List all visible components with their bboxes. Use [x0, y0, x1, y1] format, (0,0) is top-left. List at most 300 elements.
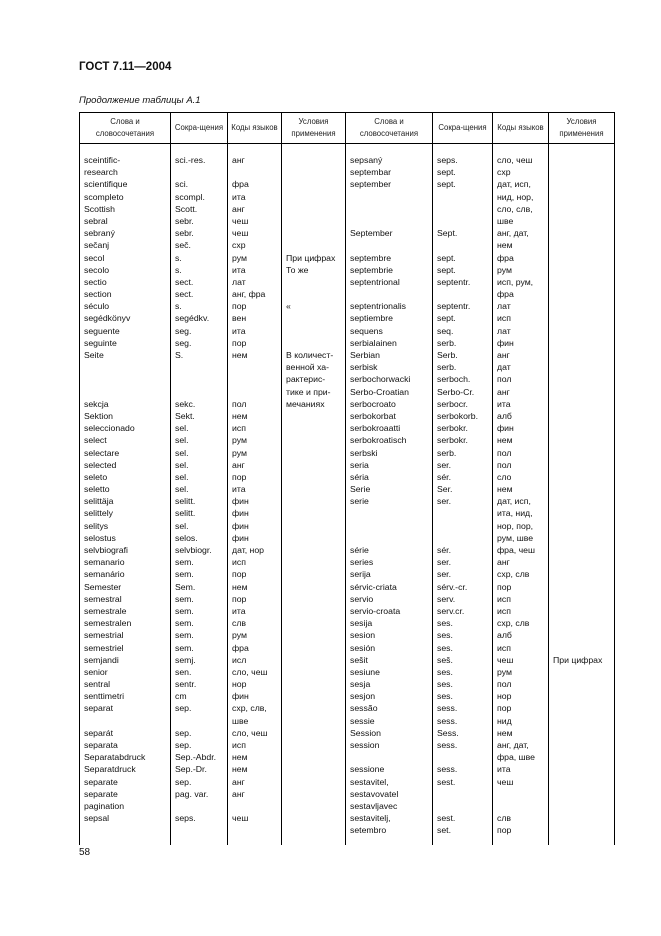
- table-cell: semestralen: [84, 618, 132, 629]
- table-cell: segédkönyv: [84, 313, 131, 324]
- column-abbr-right: [433, 144, 493, 845]
- table-cell: лат: [497, 301, 511, 312]
- table-cell: ита: [497, 398, 511, 409]
- header-words-right: Слова и словосочетания: [346, 113, 433, 144]
- table-cell: septentrionalis: [350, 301, 407, 312]
- table-cell: semanario: [84, 557, 125, 568]
- table-cell: [282, 593, 345, 605]
- table-cell: sestavitel,: [350, 776, 389, 787]
- table-cell: [80, 373, 170, 385]
- table-cell: фин: [497, 423, 514, 434]
- table-cell: senttimetri: [84, 691, 125, 702]
- table-cell: лат: [232, 276, 246, 287]
- table-cell: [228, 166, 281, 178]
- table-cell: [549, 568, 614, 580]
- table-cell: схр: [497, 167, 511, 178]
- table-cell: [549, 824, 614, 836]
- table-cell: [549, 617, 614, 629]
- table-cell: ита: [232, 191, 246, 202]
- table-cell: пор: [497, 825, 512, 836]
- table-cell: [549, 434, 614, 446]
- table-cell: нем: [232, 764, 248, 775]
- table-cell: дат: [497, 362, 511, 373]
- table-cell: [433, 239, 492, 251]
- table-cell: servio-croata: [350, 605, 401, 616]
- table-cell: sest.: [437, 776, 456, 787]
- table-cell: [549, 459, 614, 471]
- table-cell: анг, фра: [232, 289, 266, 300]
- table-cell: [282, 191, 345, 203]
- table-cell: [282, 800, 345, 812]
- table-cell: secolo: [84, 264, 110, 275]
- table-cell: [549, 702, 614, 714]
- table-cell: [549, 593, 614, 605]
- table-cell: sequens: [350, 325, 383, 336]
- table-cell: serbokr.: [437, 423, 468, 434]
- table-cell: Separatdruck: [84, 764, 136, 775]
- table-cell: нор, пор,: [497, 520, 534, 531]
- table-cell: исп: [497, 605, 511, 616]
- table-cell: Semester: [84, 581, 122, 592]
- table-cell: sér.: [437, 471, 452, 482]
- header-words-left: Слова и словосочетания: [80, 113, 171, 144]
- table-cell: [549, 312, 614, 324]
- table-cell: [346, 288, 432, 300]
- table-cell: алб: [497, 630, 512, 641]
- table-cell: septentrional: [350, 276, 400, 287]
- table-cell: ита: [232, 264, 246, 275]
- table-cell: serbokorb.: [437, 410, 479, 421]
- table-cell: нем: [497, 435, 513, 446]
- table-cell: seš.: [437, 654, 453, 665]
- table-cell: сло: [497, 471, 512, 482]
- table-cell: [433, 203, 492, 215]
- table-cell: sel.: [175, 459, 189, 470]
- table-cell: seg.: [175, 325, 192, 336]
- table-cell: selvbiogr.: [175, 545, 212, 555]
- table-cell: [282, 471, 345, 483]
- table-cell: sep.: [175, 740, 192, 750]
- table-cell: [549, 812, 614, 824]
- table-cell: фин: [232, 520, 249, 531]
- table-cell: sesiune: [350, 666, 380, 677]
- table-cell: sebr.: [175, 215, 194, 226]
- table-cell: ses.: [437, 679, 453, 690]
- table-cell: нем: [232, 350, 248, 360]
- table-cell: [549, 751, 614, 763]
- table-cell: sel.: [175, 435, 189, 446]
- table-cell: [549, 166, 614, 178]
- table-cell: sep.: [175, 776, 192, 787]
- table-cell: sel.: [175, 447, 189, 458]
- table-cell: рум: [232, 435, 247, 446]
- table-cell: servio: [350, 593, 374, 604]
- table-cell: рум, шве: [497, 532, 534, 543]
- table-cell: фра, шве: [497, 752, 535, 763]
- table-cell: дат, нор: [232, 545, 265, 555]
- column-words-left: [80, 144, 171, 845]
- table-cell: [433, 788, 492, 800]
- table-cell: sestavitelj,: [350, 813, 391, 824]
- table-cell: [282, 495, 345, 507]
- table-cell: дат, исп,: [497, 496, 531, 507]
- table-cell: separata: [84, 740, 118, 750]
- table-cell: [433, 288, 492, 300]
- table-cell: пол: [497, 679, 512, 690]
- table-cell: [171, 800, 227, 812]
- table-cell: нем: [497, 727, 513, 738]
- table-cell: serbokorbat: [350, 410, 396, 421]
- table-cell: шве: [232, 715, 249, 726]
- table-cell: setembro: [350, 825, 387, 836]
- column-conditions-left: [282, 144, 346, 845]
- table-cell: serbochorwacki: [350, 374, 411, 385]
- table-cell: serboch.: [437, 374, 471, 385]
- table-cell: Sess.: [437, 727, 459, 738]
- table-cell: нор: [232, 679, 247, 690]
- table-cell: sepsal: [84, 813, 110, 824]
- table-cell: фин: [232, 532, 249, 543]
- table-cell: нем: [232, 410, 248, 421]
- table-cell: [549, 507, 614, 519]
- table-cell: рум: [232, 252, 247, 263]
- table-cell: Separatabdruck: [84, 752, 146, 763]
- table-cell: semanário: [84, 569, 125, 580]
- table-cell: serb.: [437, 337, 457, 348]
- table-cell: вен: [232, 313, 247, 324]
- table-cell: [549, 349, 614, 361]
- table-cell: анг: [232, 203, 245, 214]
- table-cell: нор: [497, 691, 512, 702]
- table-cell: ses.: [437, 630, 453, 641]
- table-cell: sekcja: [84, 398, 109, 409]
- table-cell: ита: [232, 484, 246, 495]
- table-cell: [493, 800, 548, 812]
- table-cell: анг: [232, 788, 245, 799]
- table-cell: [80, 386, 170, 398]
- table-cell: [549, 690, 614, 702]
- table-cell: исп: [232, 740, 246, 750]
- table-cell: исп: [497, 313, 511, 324]
- table-cell: sesija: [350, 618, 373, 629]
- table-cell: select: [84, 435, 107, 446]
- table-cell: [282, 447, 345, 459]
- table-cell: septembar: [350, 167, 392, 178]
- table-cell: seps.: [175, 813, 196, 824]
- table-cell: [549, 788, 614, 800]
- table-cell: séria: [350, 471, 369, 482]
- table-cell: [282, 312, 345, 324]
- table-cell: Scottish: [84, 203, 115, 214]
- table-cell: sel.: [175, 423, 189, 434]
- table-cell: [282, 751, 345, 763]
- table-cell: рум: [232, 447, 247, 458]
- table-cell: [433, 507, 492, 519]
- table-cell: [549, 410, 614, 422]
- table-cell: [282, 788, 345, 800]
- table-cell: [549, 727, 614, 739]
- table-body-row: [80, 144, 615, 845]
- table-cell: ses.: [437, 642, 453, 653]
- table-cell: sept.: [437, 264, 456, 275]
- table-cell: sessione: [350, 764, 385, 775]
- table-cell: [433, 800, 492, 812]
- table-cell: чеш: [232, 215, 249, 226]
- table-cell: тике и при-: [286, 386, 331, 397]
- table-cell: s.: [175, 301, 182, 312]
- table-cell: September: [350, 228, 393, 239]
- table-cell: serbokr.: [437, 435, 468, 446]
- table-cell: [282, 556, 345, 568]
- table-cell: sel.: [175, 471, 189, 482]
- table-cell: ита: [232, 325, 246, 336]
- table-cell: S.: [175, 350, 184, 360]
- table-cell: То же: [286, 264, 309, 275]
- table-cell: sess.: [437, 764, 458, 775]
- table-cell: sesja: [350, 679, 371, 690]
- table-cell: semestral: [84, 593, 122, 604]
- table-cell: фра: [497, 289, 514, 300]
- abbreviations-table: [79, 112, 615, 845]
- table-cell: [549, 288, 614, 300]
- table-cell: [549, 373, 614, 385]
- table-cell: [433, 520, 492, 532]
- table-cell: [282, 776, 345, 788]
- table-cell: sel.: [175, 484, 189, 495]
- table-cell: selvbiografi: [84, 545, 128, 555]
- table-cell: [346, 520, 432, 532]
- table-cell: [493, 788, 548, 800]
- table-cell: sérvic-criata: [350, 581, 397, 592]
- table-cell: схр, слв,: [232, 703, 267, 714]
- table-cell: мечаниях: [286, 398, 325, 409]
- table-cell: [549, 763, 614, 775]
- table-cell: [549, 154, 614, 166]
- table-cell: пор: [232, 471, 247, 482]
- table-cell: serbisk: [350, 362, 378, 373]
- table-cell: sesjon: [350, 691, 376, 702]
- table-cell: sér.: [437, 545, 452, 555]
- table-cell: сло, чеш: [232, 666, 268, 677]
- table-cell: [346, 239, 432, 251]
- table-cell: [346, 215, 432, 227]
- header-conditions-left: Условия применения: [282, 113, 346, 144]
- table-cell: serie: [350, 496, 369, 507]
- table-cell: пор: [497, 703, 512, 714]
- table-cell: пор: [232, 301, 247, 312]
- table-cell: ита: [497, 764, 511, 775]
- table-cell: selittely: [84, 508, 113, 519]
- table-cell: Sept.: [437, 228, 458, 239]
- table-cell: sci.: [175, 179, 189, 190]
- table-cell: схр: [232, 240, 246, 251]
- table-cell: [346, 532, 432, 544]
- table-cell: венной ха-: [286, 362, 330, 373]
- table-cell: [549, 215, 614, 227]
- table-cell: sept.: [437, 179, 456, 190]
- table-cell: фра: [497, 252, 514, 263]
- table-cell: пол: [497, 374, 512, 385]
- table-cell: нем: [232, 752, 248, 763]
- table-cell: рум: [497, 666, 512, 677]
- table-cell: semestriel: [84, 642, 124, 653]
- table-cell: seletto: [84, 484, 110, 495]
- table-cell: [282, 763, 345, 775]
- table-cell: [433, 215, 492, 227]
- table-cell: пол: [497, 447, 512, 458]
- table-cell: [282, 410, 345, 422]
- table-cell: serija: [350, 569, 371, 580]
- table-cell: [549, 203, 614, 215]
- table-cell: septembrie: [350, 264, 393, 275]
- table-cell: [282, 434, 345, 446]
- header-abbr-right: Сокра-щения: [433, 113, 493, 144]
- table-cell: [228, 800, 281, 812]
- table-cell: [549, 800, 614, 812]
- table-cell: sessie: [350, 715, 375, 726]
- table-cell: [282, 520, 345, 532]
- table-cell: semj.: [175, 654, 196, 665]
- table-cell: separate: [84, 776, 118, 787]
- table-cell: sci.-res.: [175, 155, 206, 165]
- table-cell: sepsaný: [350, 155, 383, 165]
- table-cell: [282, 654, 345, 666]
- table-cell: seps.: [437, 155, 458, 165]
- table-cell: sesion: [350, 630, 376, 641]
- column-abbr-left: [171, 144, 228, 845]
- table-cell: separat: [84, 703, 113, 714]
- table-cell: sect.: [175, 276, 194, 287]
- table-cell: sečanj: [84, 240, 110, 251]
- table-cell: section: [84, 289, 112, 300]
- table-cell: [282, 215, 345, 227]
- table-cell: septentr.: [437, 276, 471, 287]
- table-cell: sess.: [437, 715, 458, 726]
- table-cell: пор: [232, 593, 247, 604]
- table-cell: рум: [232, 630, 247, 641]
- table-cell: scompl.: [175, 191, 205, 202]
- table-cell: [282, 812, 345, 824]
- table-cell: serbialainen: [350, 337, 397, 348]
- header-conditions-right: Условия применения: [549, 113, 615, 144]
- table-cell: [171, 166, 227, 178]
- table-cell: [433, 191, 492, 203]
- table-cell: [549, 239, 614, 251]
- table-cell: [549, 776, 614, 788]
- table-cell: sep.: [175, 703, 192, 714]
- table-cell: [549, 471, 614, 483]
- table-cell: serbski: [350, 447, 378, 458]
- table-cell: selittäja: [84, 496, 114, 507]
- table-cell: фра: [232, 179, 249, 190]
- table-cell: separate: [84, 788, 118, 799]
- table-cell: cm: [175, 691, 187, 702]
- table-cell: [282, 532, 345, 544]
- table-cell: serb.: [437, 362, 457, 373]
- table-cell: фин: [232, 508, 249, 519]
- table-cell: Sep.-Abdr.: [175, 752, 217, 763]
- table-cell: seleto: [84, 471, 108, 482]
- table-cell: Seite: [84, 350, 104, 360]
- table-cell: [549, 337, 614, 349]
- table-cell: [549, 715, 614, 727]
- table-cell: seč.: [175, 240, 191, 251]
- table-cell: слв: [232, 618, 247, 629]
- page-number: 58: [79, 847, 91, 858]
- table-cell: шве: [497, 215, 514, 226]
- table-caption: Продолжение таблицы А.1: [79, 95, 201, 106]
- header-abbr-left: Сокра-щения: [171, 113, 228, 144]
- column-codes-left: [228, 144, 282, 845]
- table-cell: sentr.: [175, 679, 197, 690]
- table-cell: senior: [84, 666, 108, 677]
- table-cell: serbocr.: [437, 398, 468, 409]
- table-cell: serbokroaatti: [350, 423, 401, 434]
- table-cell: [282, 178, 345, 190]
- table-cell: [282, 483, 345, 495]
- table-cell: [549, 252, 614, 264]
- table-cell: [171, 373, 227, 385]
- table-cell: sceintific-: [84, 155, 121, 165]
- table-cell: set.: [437, 825, 452, 836]
- table-cell: Serie: [350, 484, 371, 495]
- table-cell: sen.: [175, 666, 192, 677]
- table-cell: Scott.: [175, 203, 198, 214]
- table-cell: ses.: [437, 691, 453, 702]
- table-cell: Serbo-Croatian: [350, 386, 409, 397]
- header-codes-left: Коды языков: [228, 113, 282, 144]
- column-conditions-right: [549, 144, 615, 845]
- table-cell: [282, 642, 345, 654]
- table-cell: session: [350, 740, 380, 750]
- table-cell: [549, 605, 614, 617]
- table-cell: s.: [175, 252, 182, 263]
- table-cell: sérv.-cr.: [437, 581, 468, 592]
- table-cell: september: [350, 179, 392, 190]
- table-cell: ser.: [437, 496, 452, 507]
- table-cell: serbokroatisch: [350, 435, 407, 446]
- table-cell: [282, 739, 345, 751]
- table-cell: serbocroato: [350, 398, 396, 409]
- table-cell: semestrial: [84, 630, 124, 641]
- table-cell: [549, 581, 614, 593]
- table-cell: [549, 398, 614, 410]
- table-cell: [228, 373, 281, 385]
- table-cell: Sektion: [84, 410, 113, 421]
- table-cell: [282, 325, 345, 337]
- column-words-right: [346, 144, 433, 845]
- table-cell: анг: [232, 155, 245, 165]
- table-cell: пол: [232, 398, 247, 409]
- table-cell: [282, 715, 345, 727]
- table-cell: seria: [350, 459, 369, 470]
- table-cell: [549, 642, 614, 654]
- table-cell: [282, 288, 345, 300]
- table-cell: Serb.: [437, 350, 458, 360]
- table-cell: [282, 666, 345, 678]
- table-cell: scientifique: [84, 179, 128, 190]
- table-cell: scompleto: [84, 191, 124, 202]
- table-cell: При цифрах: [553, 654, 603, 665]
- table-cell: чеш: [497, 654, 514, 665]
- table-cell: [282, 276, 345, 288]
- table-cell: segédkv.: [175, 313, 210, 324]
- table-cell: sep.: [175, 727, 192, 738]
- table-header-row: [80, 113, 615, 144]
- table-cell: [282, 568, 345, 580]
- table-cell: sept.: [437, 313, 456, 324]
- table-cell: separát: [84, 727, 113, 738]
